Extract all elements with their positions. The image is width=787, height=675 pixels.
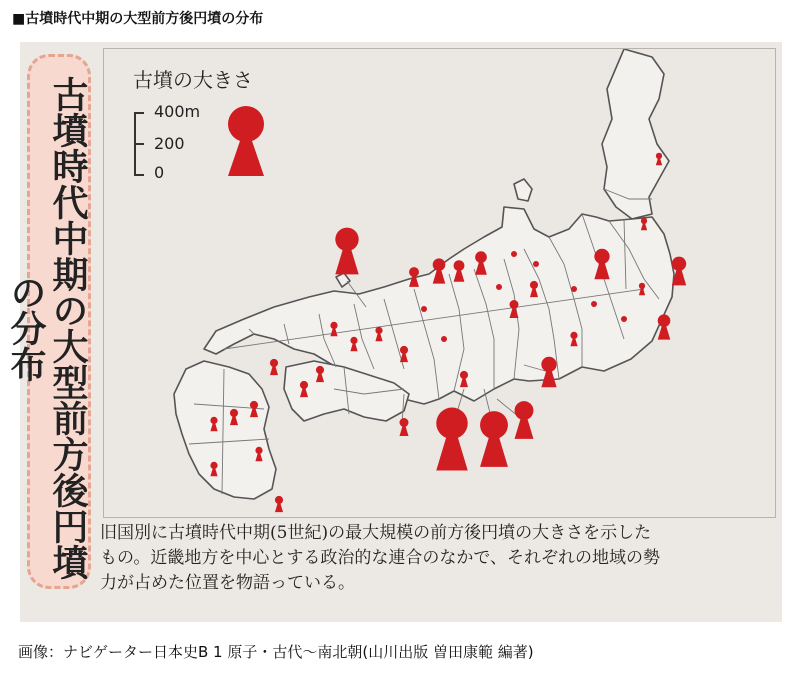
oki-island bbox=[336, 273, 350, 287]
keyhole-tomb-icon bbox=[400, 418, 409, 436]
keyhole-tomb-icon bbox=[658, 314, 671, 339]
keyhole-tomb-icon bbox=[515, 401, 534, 439]
japan-map bbox=[103, 48, 776, 518]
caption-line: 旧国別に古墳時代中期(5世紀)の最大規模の前方後円墳の大きさを示した bbox=[100, 523, 652, 543]
caption-line: もの。近畿地方を中心とする政治的な連合のなかで、それぞれの地域の勢 bbox=[100, 548, 660, 568]
hokkaido-southern-tip bbox=[602, 49, 669, 219]
side-title-text: 古墳時代中期の大型前方後円墳の分布 bbox=[5, 75, 88, 580]
legend-tomb-icon bbox=[224, 104, 268, 180]
kyushu-outline bbox=[174, 361, 276, 499]
scale-mid-tick bbox=[136, 143, 144, 145]
keyhole-tomb-icon bbox=[335, 228, 358, 275]
keyhole-tomb-icon bbox=[275, 496, 283, 512]
keyhole-tomb-icon bbox=[436, 408, 468, 471]
keyhole-tomb-icon bbox=[480, 411, 508, 467]
image-source-credit: 画像：ナビゲーター日本史B 1 原子・古代〜南北朝(山川出版 曽田康範 編著) bbox=[18, 643, 534, 661]
keyhole-tomb-icon bbox=[270, 359, 278, 375]
caption-line: 力が占めた位置を物語っている。 bbox=[100, 573, 355, 593]
figure-caption bbox=[100, 521, 784, 596]
scale-tick-0: 0 bbox=[154, 163, 165, 182]
scale-tick-200: 200 bbox=[154, 134, 185, 153]
legend-title: 古墳の大きさ bbox=[133, 68, 253, 92]
scale-tick-400m: 400m bbox=[154, 102, 201, 121]
page-heading: ■古墳時代中期の大型前方後円墳の分布 bbox=[12, 11, 264, 27]
japan-map-svg bbox=[104, 49, 776, 518]
sado-island bbox=[514, 179, 532, 201]
side-title-label bbox=[5, 54, 91, 589]
